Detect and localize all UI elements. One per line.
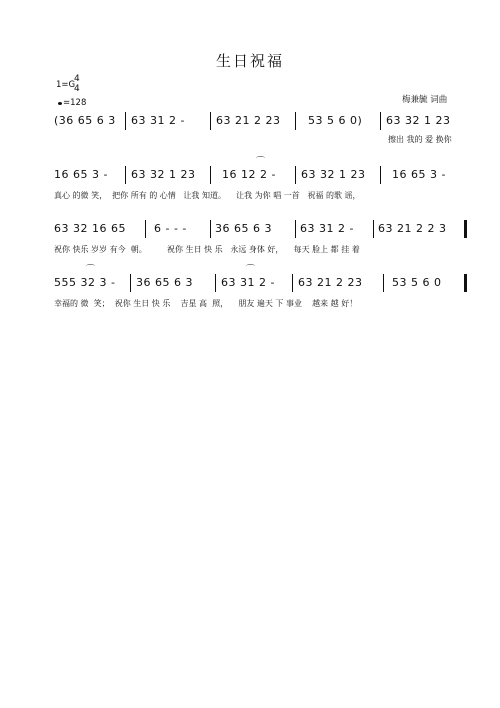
barline xyxy=(292,274,293,292)
measure: 63 31 2 - xyxy=(221,276,275,289)
staff-line-4 xyxy=(0,265,500,308)
staff-line-1 xyxy=(0,112,500,142)
slur-icon: ⌒ xyxy=(256,157,266,167)
barline xyxy=(295,112,296,130)
measure: 16 12 2 - xyxy=(222,168,276,181)
time-signature-top: 4 xyxy=(74,74,80,84)
slur-icon: ⌒ xyxy=(246,265,256,275)
measure: 555 32 3 - xyxy=(54,276,116,289)
measure: 63 21 2 23 xyxy=(298,276,363,289)
measure: 36 65 6 3 xyxy=(215,222,272,235)
measure: 16 65 3 - xyxy=(392,168,446,181)
barline xyxy=(125,166,126,184)
barline xyxy=(464,274,467,292)
barline xyxy=(295,166,296,184)
measure: 16 65 3 - xyxy=(54,168,108,181)
measure: (36 65 6 3 xyxy=(54,114,116,127)
lyric-line: 祝你 快乐 岁岁 有今 朝。 祝你 生日 快 乐 永远 身体 好， 每天 脸上 都 挂 着 xyxy=(54,245,360,254)
measure: 63 21 2 23 xyxy=(216,114,281,127)
time-signature xyxy=(74,74,80,94)
tempo-marking xyxy=(58,98,86,108)
time-signature-bottom: 4 xyxy=(74,84,80,94)
lyric-line: 幸福的 微 笑； 祝你 生日 快 乐 吉星 高 照， 朋友 遍天 下 事业 越来 越 好！ xyxy=(54,299,358,308)
quarter-note-icon xyxy=(58,102,62,105)
song-title: 生日祝福 xyxy=(215,52,284,70)
measure: 36 65 6 3 xyxy=(136,276,193,289)
barline xyxy=(464,220,467,238)
measure: 63 32 1 23 xyxy=(386,114,451,127)
barline xyxy=(383,274,384,292)
barline xyxy=(380,112,381,130)
slur-icon: ⌒ xyxy=(86,265,96,275)
key-signature: 1=G xyxy=(56,80,76,90)
barline xyxy=(210,166,211,184)
measure: 63 21 2 2 3 xyxy=(378,222,447,235)
barline xyxy=(210,112,211,130)
lyric-line: 真心 的微 笑， 把你 所有 的 心情 让我 知道。 让我 为你 唱 一首 祝福 的歌 谣， xyxy=(54,191,361,200)
measure: 6 - - - xyxy=(154,222,187,235)
measure: 63 32 16 65 xyxy=(54,222,126,235)
staff-line-3 xyxy=(0,220,500,254)
measure: 53 5 6 0 xyxy=(392,276,442,289)
barline xyxy=(130,274,131,292)
author-credit: 梅兼毓 词曲 xyxy=(402,95,448,105)
barline xyxy=(380,166,381,184)
barline xyxy=(295,220,296,238)
measure: 63 31 2 - xyxy=(300,222,354,235)
barline xyxy=(145,220,146,238)
lyric-line: 擦出 我的 爱 换你 xyxy=(388,135,452,144)
barline xyxy=(125,112,126,130)
barline xyxy=(210,220,211,238)
measure: 63 32 1 23 xyxy=(131,168,196,181)
barline xyxy=(373,220,374,238)
staff-line-2 xyxy=(0,157,500,200)
tempo-value: =128 xyxy=(63,98,87,108)
measure: 63 31 2 - xyxy=(131,114,185,127)
measure: 63 32 1 23 xyxy=(301,168,366,181)
barline xyxy=(215,274,216,292)
measure: 53 5 6 0) xyxy=(308,114,363,127)
